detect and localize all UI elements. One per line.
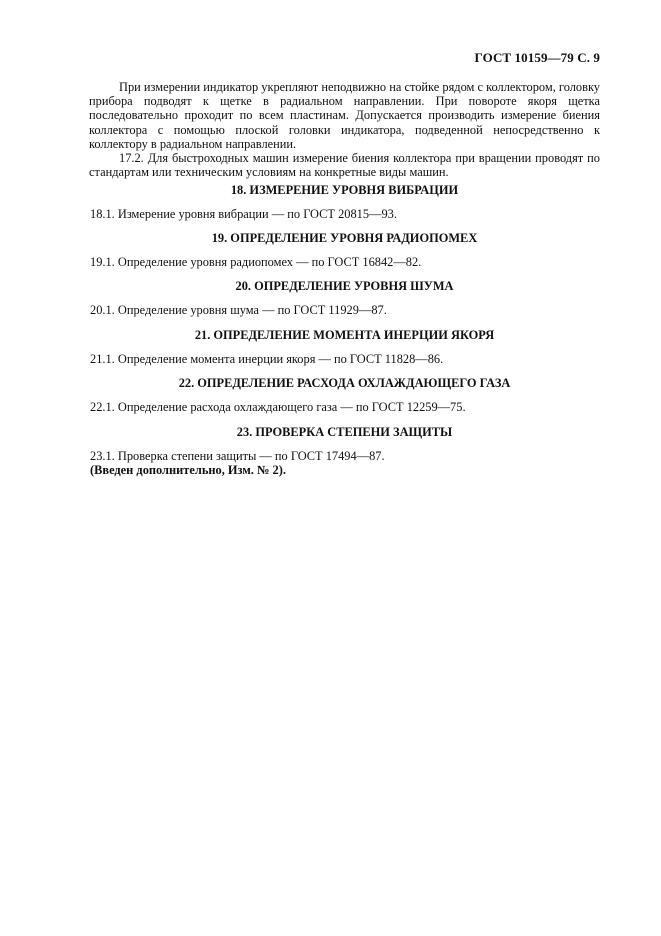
section-item: 18.1. Измерение уровня вибрации — по ГОСТ 20815—93. [90,207,397,221]
section-item: 19.1. Определение уровня радиопомех — по ГОСТ 16842—82. [90,255,422,269]
section-heading: 22. ОПРЕДЕЛЕНИЕ РАСХОДА ОХЛАЖДАЮЩЕГО ГАЗА [178,376,511,390]
paragraph-measurement-method: При измерении индикатор укрепляют неподвижно на стойке рядом с коллектором, головку прибора подводят к щетке в радиальном направлении. При повороте якоря щетка последовательно проходит по всем пластинам. Допускается производить измерение биения коллектора с помощью плоской головки индикатора, подведенной непосредственно к коллектору в радиальном направлении. [89,80,600,151]
section-item: 20.1. Определение уровня шума — по ГОСТ 11929—87. [90,303,387,317]
page-header: ГОСТ 10159—79 С. 9 [474,50,600,65]
section-19 [89,231,600,269]
section-23 [89,425,600,477]
section-21 [89,328,600,366]
section-item: 21.1. Определение момента инерции якоря — по ГОСТ 11828—86. [90,352,444,366]
section-20 [89,279,600,317]
section-heading: 18. ИЗМЕРЕНИЕ УРОВНЯ ВИБРАЦИИ [230,183,459,197]
section-18 [89,183,600,221]
section-22 [89,376,600,414]
section-heading: 19. ОПРЕДЕЛЕНИЕ УРОВНЯ РАДИОПОМЕХ [211,231,478,245]
section-item: 22.1. Определение расхода охлаждающего газа — по ГОСТ 12259—75. [90,400,466,414]
amendment-note: (Введен дополнительно, Изм. № 2). [90,463,286,477]
section-heading: 21. ОПРЕДЕЛЕНИЕ МОМЕНТА ИНЕРЦИИ ЯКОРЯ [194,328,495,342]
intro-text [89,80,600,179]
section-item: 23.1. Проверка степени защиты — по ГОСТ 17494—87. [90,449,385,463]
section-heading: 23. ПРОВЕРКА СТЕПЕНИ ЗАЩИТЫ [236,425,453,439]
section-heading: 20. ОПРЕДЕЛЕНИЕ УРОВНЯ ШУМА [235,279,454,293]
paragraph-17-2: 17.2. Для быстроходных машин измерение биения коллектора при вращении проводят по стандартам или техническим условиям на конкретные виды машин. [89,151,600,180]
